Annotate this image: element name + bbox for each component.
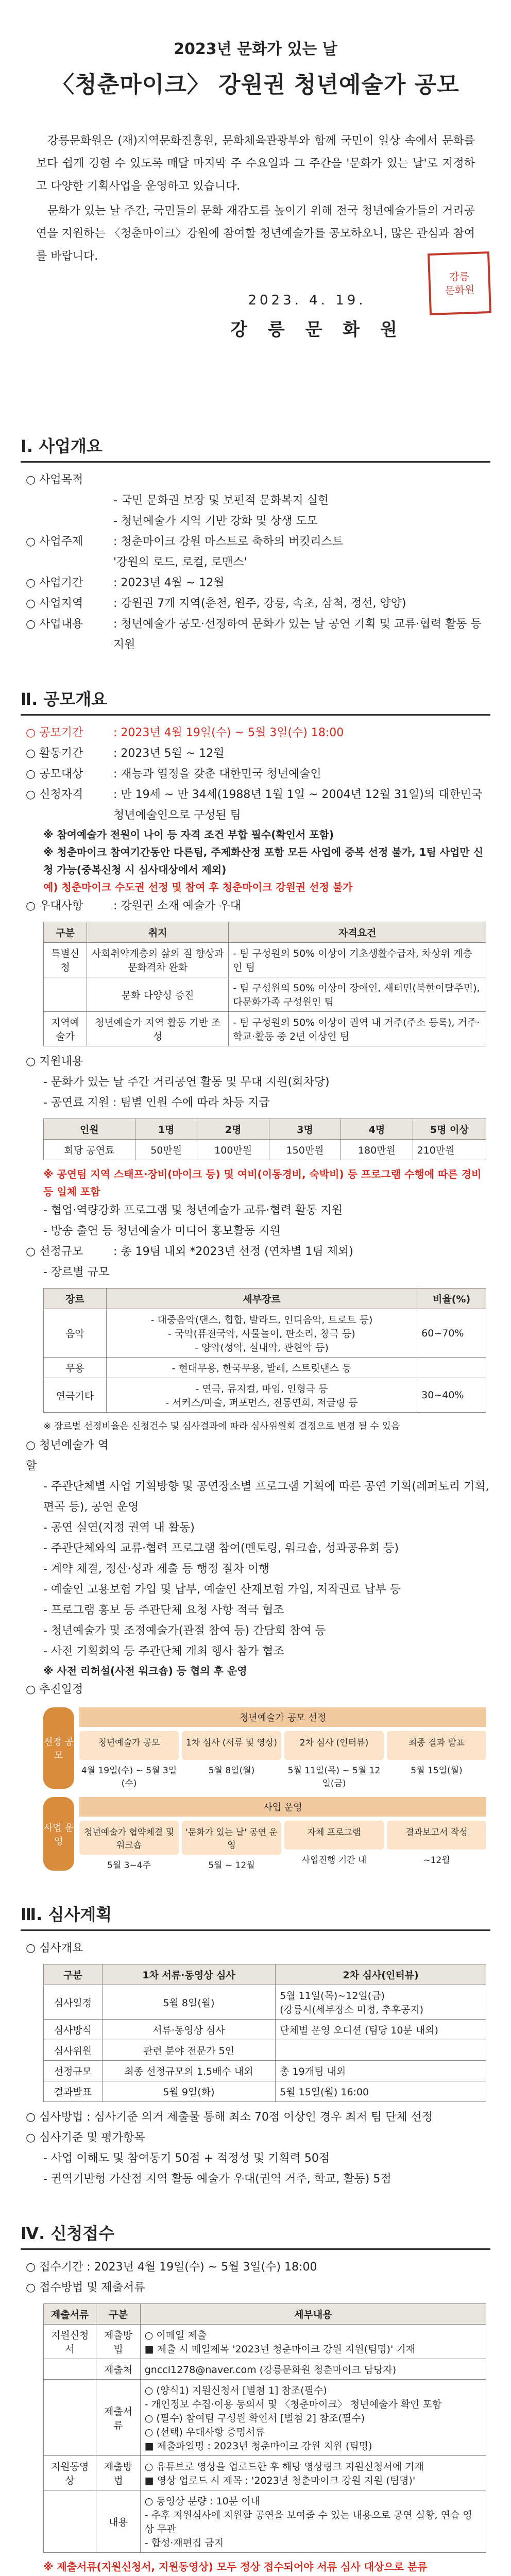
role-note: ※ 사전 리허설(사전 워크숍) 등 협의 후 운영 — [43, 1665, 247, 1677]
row-value: - 국민 문화권 보장 및 보편적 문화복지 실현 — [113, 494, 329, 507]
table-row — [44, 1358, 486, 1378]
table-cell: 5월 9일(화) — [102, 2081, 275, 2102]
intro — [36, 130, 475, 268]
table-header-row — [44, 922, 486, 943]
process-step — [182, 1731, 281, 1789]
role-item: - 청년예술가 및 조정예술가(관절 참여 등) 간담회 참여 등 — [43, 1624, 326, 1637]
table-cell — [44, 2359, 96, 2380]
process-step — [284, 1731, 384, 1789]
table-row — [44, 1012, 486, 1046]
section-heading: Ⅱ. 공모개요 — [21, 686, 490, 716]
list-row — [26, 743, 490, 764]
table-cell: 최종 선정규모의 1.5배수 내외 — [102, 2061, 275, 2081]
fee-note: ※ 공연팀 지역 스태프·장비(마이크 등) 및 여비(이동경비, 숙박비) 등 프로그램 수행에 따른 경비 등 일체 포함 — [43, 1168, 482, 1198]
process-step — [79, 1731, 179, 1789]
table-cell: - 팀 구성원의 50% 이상이 권역 내 거주(주소 등록), 거주·학교·활동 중 2년 이상인 팀 — [229, 1012, 486, 1046]
table-header-row — [44, 1964, 486, 1985]
process-step-date: 5월 15일(월) — [411, 1766, 463, 1776]
process-label: 선정 공모 — [43, 1707, 74, 1789]
table-cell: 문화 다양성 증진 — [87, 977, 229, 1012]
overview-list — [21, 470, 490, 655]
list-row — [26, 511, 490, 532]
table-cell — [44, 2490, 96, 2553]
table-cell — [44, 2380, 96, 2456]
table-header-row — [44, 1289, 486, 1309]
genre-note: ※ 장르별 선정비율은 신청건수 및 심사결과에 따라 심사위원회 결정으로 변경 될 수 있음 — [43, 1421, 400, 1432]
process-title: 사업 운영 — [79, 1797, 486, 1817]
section-apply — [21, 2221, 490, 2576]
table-cell: 특별신청 — [44, 943, 87, 977]
row-value: : 청춘마이크 강원 마스트로 축하의 버킷리스트 — [113, 535, 344, 548]
process-step-date: 사업진행 기간 내 — [301, 1855, 367, 1866]
intro-paragraph: 강릉문화원은 (재)지역문화진흥원, 문화체육관광부와 함께 국민이 일상 속에서 문화를 보다 쉽게 경험 수 있도록 매달 마지막 주 수요일과 그 주간을 '문화가 있는 날'로 지정하고 다양한 기획사업을 운영하고 있습니다. — [36, 134, 475, 193]
table-cell: 지원신청서 — [44, 2325, 96, 2359]
review-item: ○ 심사방법 : 심사기준 의거 제출물 통해 최소 70점 이상인 경우 최저 팀 단체 선정 — [26, 2111, 433, 2124]
list-row — [26, 594, 490, 614]
list-row — [26, 552, 490, 573]
table-header-cell: 2명 — [197, 1119, 269, 1140]
row-key — [26, 511, 113, 532]
role-item: - 프로그램 홍보 등 주관단체 요청 사항 적극 협조 — [43, 1604, 284, 1617]
table-cell: 5월 11일(목)~12일(금) (강릉시(세부장소 미정, 추후공지) — [276, 1985, 486, 2020]
table-row — [44, 2325, 486, 2359]
row-key: ○ 활동기간 — [26, 747, 83, 760]
document-date: 2023. 4. 19. — [248, 293, 366, 308]
table-cell — [276, 2040, 486, 2061]
review-item: ○ 심사기준 및 평가항목 — [26, 2131, 145, 2144]
table-header-cell: 취지 — [87, 922, 229, 943]
table-cell — [44, 977, 87, 1012]
list-row — [26, 614, 490, 655]
table-header-cell: 구분 — [44, 922, 87, 943]
list-row — [26, 490, 490, 511]
support-item: - 공연료 지원 : 팀별 인원 수에 따라 차등 지급 — [43, 1096, 270, 1109]
row-value: - 청년예술가 지역 기반 강화 및 상생 도모 — [113, 515, 318, 528]
review-items — [21, 2107, 490, 2190]
apply-item: ○ 접수방법 및 제출서류 — [26, 2281, 145, 2294]
table-row — [44, 1140, 486, 1160]
process-step — [387, 1821, 486, 1871]
process-step-date: ~12월 — [423, 1855, 450, 1866]
table-cell: ○ 동영상 분량 : 10분 이내 - 추후 지원심사에 지원할 공연을 보여줄 수 있는 내용으로 공연 실황, 연습 영상 무관 - 합성·재편집 금지 — [140, 2490, 486, 2553]
row-value: : 강원권 7개 지역(춘천, 원주, 강릉, 속초, 삼척, 정선, 양양) — [113, 597, 406, 610]
table-cell: - 팀 구성원의 50% 이상이 장애인, 새터민(북한이탈주민), 다문화가족 구성원인 팀 — [229, 977, 486, 1012]
apply-items — [21, 2257, 490, 2298]
table-header-cell: 제출서류 — [44, 2304, 96, 2325]
process-diagram — [43, 1707, 486, 1871]
table-cell: - 대중음악(댄스, 힙합, 발라드, 인디음악, 트로트 등) - 국악(퓨전국악, 사물놀이, 판소리, 창극 등) - 양악(성악, 실내악, 관현악 등) — [106, 1309, 417, 1358]
table-cell: 30~40% — [417, 1378, 486, 1413]
table-cell: ○ (양식1) 지원신청서 [별첨 1] 참조(필수) - 개인정보 수집·이용 동의서 및 〈청춘마이크〉 청년예술가 확인 포함 ○ (필수) 참여팀 구성원 확인서 [별첨 2] 참조(필수) ○ (선택) 우대사항 증명서류 ■ 제출파일명 : 2023년 청춘마이크 강원 지원 (팀명) — [140, 2380, 486, 2456]
table-header-cell: 비율(%) — [417, 1289, 486, 1309]
section-heading: Ⅰ. 사업개요 — [21, 433, 490, 463]
row-key: ○ 사업목적 — [26, 473, 83, 486]
row-value: : 청년예술가 공모·선정하여 문화가 있는 날 공연 기획 및 교류·협력 활동 등 지원 — [113, 618, 482, 651]
call-notes — [21, 826, 490, 896]
table-cell: - 현대무용, 한국무용, 발레, 스트릿댄스 등 — [106, 1358, 417, 1378]
table-row — [44, 2380, 486, 2456]
review-row: ○ 심사개요 — [26, 1942, 83, 1955]
intro-paragraph: 문화가 있는 날 주간, 국민들의 문화 재감도를 높이기 위해 전국 청년예술가들의 거리공연을 지원하는 〈청춘마이크〉강원에 참여할 청년예술가를 공모하오니, 많은 관심과 참여를 바랍니다. — [36, 205, 475, 263]
role-item: - 예술인 고용보험 가입 및 납부, 예술인 산재보험 가입, 저작권료 납부 등 — [43, 1583, 401, 1596]
role-item: - 주관단체와의 교류·협력 프로그램 참여(멘토링, 워크숍, 성과공유회 등) — [43, 1542, 399, 1555]
review-item: - 권역기반형 가산점 지역 활동 예술가 우대(권역 거주, 학교, 활동) 5점 — [43, 2173, 391, 2185]
table-cell: 청년예술가 지역 활동 기반 조성 — [87, 1012, 229, 1046]
list-row — [26, 723, 490, 743]
process-title: 청년예술가 공모 선정 — [79, 1707, 486, 1727]
process-label: 사업 운영 — [43, 1797, 74, 1871]
table-cell: 100만원 — [197, 1140, 269, 1160]
table-row — [44, 977, 486, 1012]
process-step-date: 5월 8일(월) — [208, 1766, 255, 1776]
title-line2: 〈청춘마이크〉 강원권 청년예술가 공모 — [52, 72, 459, 98]
table-cell: 180만원 — [341, 1140, 413, 1160]
official-seal: 강릉 문화원 — [428, 251, 491, 315]
table-header-cell: 4명 — [341, 1119, 413, 1140]
call-note: 예) 청춘마이크 수도권 선정 및 참여 후 청춘마이크 강원권 선정 불가 — [43, 881, 353, 893]
table-header-cell: 세부장르 — [106, 1289, 417, 1309]
table-row — [44, 2456, 486, 2490]
review-table — [43, 1964, 486, 2102]
process-step-box: '문화가 있는 날' 공연 운영 — [182, 1821, 281, 1855]
support-item: - 방송 출연 등 청년예술가 미디어 홍보활동 지원 — [43, 1225, 281, 1238]
process-step-date: 5월 3~4주 — [107, 1860, 151, 1871]
support-item: - 협업·역량강화 프로그램 및 청년예술가 교류·협력 활동 지원 — [43, 1204, 343, 1217]
table-cell: 5월 8일(월) — [102, 1985, 275, 2020]
role-item: - 주관단체별 사업 기획방향 및 공연장소별 프로그램 기획에 따른 공연 기획(레퍼토리 기획, 편곡 등), 공연 운영 — [43, 1480, 489, 1514]
role-item: - 사전 기획회의 등 주관단체 개최 행사 참가 협조 — [43, 1645, 284, 1658]
process-step — [79, 1821, 179, 1871]
list-row — [26, 532, 490, 552]
process-row: ○ 추진일정 — [26, 1683, 83, 1696]
row-value: : 재능과 열정을 갖춘 대한민국 청년예술인 — [113, 768, 321, 781]
process-step-date: 5월 11일(목) ~ 5월 12일(금) — [287, 1766, 381, 1789]
table-cell: 지원동영상 — [44, 2456, 96, 2490]
table-cell: 심사방식 — [44, 2020, 103, 2040]
organization-name: 강 릉 문 화 원 — [230, 319, 404, 340]
table-row — [44, 943, 486, 977]
call-list — [21, 723, 490, 826]
row-key: ○ 공모기간 — [26, 726, 83, 739]
table-header-cell: 구분 — [44, 1964, 103, 1985]
list-row — [26, 573, 490, 594]
table-header-cell: 5명 이상 — [413, 1119, 486, 1140]
table-cell: 제출방법 — [96, 2325, 141, 2359]
row-value: '강원의 로드, 로컬, 로맨스' — [113, 556, 247, 569]
section-review — [21, 1902, 490, 2190]
table-cell: 지역예술가 — [44, 1012, 87, 1046]
row-key — [26, 552, 113, 573]
apply-note: ※ 제출서류(지원신청서, 지원동영상) 모두 정상 접수되어야 서류 심사 대상으로 분류 — [43, 2561, 428, 2573]
table-cell: 210만원 — [413, 1140, 486, 1160]
role-item: - 계약 체결, 정산·성과 제출 등 행정 절차 이행 — [43, 1563, 270, 1575]
table-cell: 무용 — [44, 1358, 107, 1378]
table-cell: 선정규모 — [44, 2061, 103, 2081]
table-cell — [417, 1358, 486, 1378]
table-header-cell: 자격요건 — [229, 922, 486, 943]
process-step — [284, 1821, 384, 1871]
table-cell: ○ 이메일 제출 ■ 제출 시 메일제목 '2023년 청춘마이크 강원 지원(팀명)' 기재 — [140, 2325, 486, 2359]
table-header-row — [44, 2304, 486, 2325]
table-cell: 연극기타 — [44, 1378, 107, 1413]
process-step-box: 최종 결과 발표 — [387, 1731, 486, 1760]
row-key: ○ 사업주제 — [26, 535, 83, 548]
row-value: : 만 19세 ~ 만 34세(1988년 1월 1일 ~ 2004년 12월 31일)의 대한민국 청년예술인으로 구성된 팀 — [113, 788, 483, 822]
table-cell: 관련 분야 전문가 5인 — [102, 2040, 275, 2061]
genre-table — [43, 1288, 486, 1413]
preference-row: ○ 우대사항 : 강원권 소재 예술가 우대 — [26, 900, 241, 912]
table-cell: 제출서류 — [96, 2380, 141, 2456]
process-step-box: 1차 심사 (서류 및 영상) — [182, 1731, 281, 1760]
review-item: - 사업 이해도 및 참여동기 50점 + 적정성 및 기획력 50점 — [43, 2152, 330, 2165]
preference-table — [43, 922, 486, 1046]
table-header-row — [44, 1119, 486, 1140]
table-cell: 결과발표 — [44, 2081, 103, 2102]
process-step-box: 청년예술가 협약체결 및 워크숍 — [79, 1821, 179, 1855]
process-step-box: 자체 프로그램 — [284, 1821, 384, 1850]
list-row — [26, 785, 490, 826]
row-key: ○ 사업내용 — [26, 618, 83, 631]
list-row — [26, 470, 490, 490]
process-step-box: 2차 심사 (인터뷰) — [284, 1731, 384, 1760]
page — [0, 36, 511, 2576]
table-header-cell: 1명 — [135, 1119, 197, 1140]
table-header-cell: 1차 서류·동영상 심사 — [102, 1964, 275, 1985]
apply-table — [43, 2303, 486, 2553]
support-row: ○ 지원내용 — [26, 1055, 83, 1068]
section-heading: Ⅲ. 심사계획 — [21, 1902, 490, 1931]
list-row — [26, 764, 490, 785]
table-cell: - 팀 구성원의 50% 이상이 기초생활수급자, 차상위 계층인 팀 — [229, 943, 486, 977]
table-row — [44, 2061, 486, 2081]
table-cell: 회당 공연료 — [44, 1140, 135, 1160]
scale-row: ○ 선정규모 : 총 19팀 내외 *2023년 선정 (연차별 1팀 제외) — [26, 1245, 353, 1258]
table-cell: 제출방법 — [96, 2456, 141, 2490]
table-cell: 제출처 — [96, 2359, 141, 2380]
row-key: ○ 사업기간 — [26, 577, 83, 589]
fee-table — [43, 1118, 486, 1160]
table-cell: 내용 — [96, 2490, 141, 2553]
table-row — [44, 1309, 486, 1358]
row-key: ○ 사업지역 — [26, 597, 83, 610]
table-cell: - 연극, 뮤지컬, 마임, 인형극 등 - 서커스/마술, 퍼포먼스, 전통연희, 저글링 등 — [106, 1378, 417, 1413]
section-heading: Ⅳ. 신청접수 — [21, 2221, 490, 2250]
row-value: : 2023년 4월 19일(수) ~ 5월 3일(수) 18:00 — [113, 726, 344, 739]
table-header-cell: 2차 심사(인터뷰) — [276, 1964, 486, 1985]
support-item: - 문화가 있는 날 주간 거리공연 활동 및 무대 지원(회차당) — [43, 1076, 330, 1089]
table-cell: 50만원 — [135, 1140, 197, 1160]
table-cell: 60~70% — [417, 1309, 486, 1358]
table-cell: 심사위원 — [44, 2040, 103, 2061]
table-cell: 총 19개팀 내외 — [276, 2061, 486, 2081]
table-cell: 사회취약계층의 삶의 질 향상과 문화격차 완화 — [87, 943, 229, 977]
role-row: ○ 청년예술가 역할 — [26, 1439, 109, 1472]
table-row — [44, 1378, 486, 1413]
table-row — [44, 1985, 486, 2020]
row-value: : 2023년 4월 ~ 12월 — [113, 577, 225, 589]
table-cell: 서류·동영상 심사 — [102, 2020, 275, 2040]
table-row — [44, 2081, 486, 2102]
process-step-date: 4월 19일(수) ~ 5월 3일(수) — [81, 1766, 177, 1789]
row-key: ○ 공모대상 — [26, 768, 83, 781]
table-cell: 심사일정 — [44, 1985, 103, 2020]
scale-sub: - 장르별 규모 — [43, 1266, 110, 1279]
table-row — [44, 2490, 486, 2553]
table-cell: 150만원 — [269, 1140, 340, 1160]
section-overview — [21, 433, 490, 655]
row-key: ○ 신청자격 — [26, 788, 83, 801]
table-header-cell: 구분 — [96, 2304, 141, 2325]
call-note: ※ 청춘마이크 참여기간동안 다른팀, 주제화산정 포함 모든 사업에 중복 선정 불가, 1팀 사업만 신청 가능(중복신청 시 심사대상에서 제외) — [43, 846, 483, 876]
row-value: : 2023년 5월 ~ 12월 — [113, 747, 225, 760]
table-cell: 단체별 운영 오디션 (팀당 10분 내외) — [276, 2020, 486, 2040]
table-row — [44, 2040, 486, 2061]
table-cell: gnccl1278@naver.com (강릉문화원 청춘마이크 담당자) — [140, 2359, 486, 2380]
table-row — [44, 2359, 486, 2380]
table-header-cell: 인원 — [44, 1119, 135, 1140]
row-value — [113, 470, 490, 490]
title-line1: 2023년 문화가 있는 날 — [174, 40, 337, 58]
table-cell: 5월 15일(월) 16:00 — [276, 2081, 486, 2102]
role-item: - 공연 실연(지정 권역 내 활동) — [43, 1521, 195, 1534]
table-cell: 음악 — [44, 1309, 107, 1358]
process-step — [182, 1821, 281, 1871]
call-note: ※ 참여예술가 전원이 나이 등 자격 조건 부합 필수(확인서 포함) — [43, 828, 334, 841]
process-step — [387, 1731, 486, 1789]
process-apply — [43, 1707, 486, 1789]
process-work — [43, 1797, 486, 1871]
role-list — [21, 1477, 490, 1680]
table-header-cell: 3명 — [269, 1119, 340, 1140]
process-step-date: 5월 ~ 12월 — [208, 1860, 255, 1871]
table-cell: ○ 유튜브로 영상을 업로드한 후 해당 영상링크 지원신청서에 기재 ■ 영상 업로드 시 제목 : '2023년 청춘마이크 강원 지원 (팀명)' — [140, 2456, 486, 2490]
section-call — [21, 686, 490, 1871]
apply-item: ○ 접수기간 : 2023년 4월 19일(수) ~ 5월 3일(수) 18:00 — [26, 2261, 317, 2274]
process-step-box: 청년예술가 공모 — [79, 1731, 179, 1760]
row-key — [26, 490, 113, 511]
table-header-cell: 장르 — [44, 1289, 107, 1309]
table-header-cell: 세부내용 — [140, 2304, 486, 2325]
process-step-box: 결과보고서 작성 — [387, 1821, 486, 1850]
table-row — [44, 2020, 486, 2040]
